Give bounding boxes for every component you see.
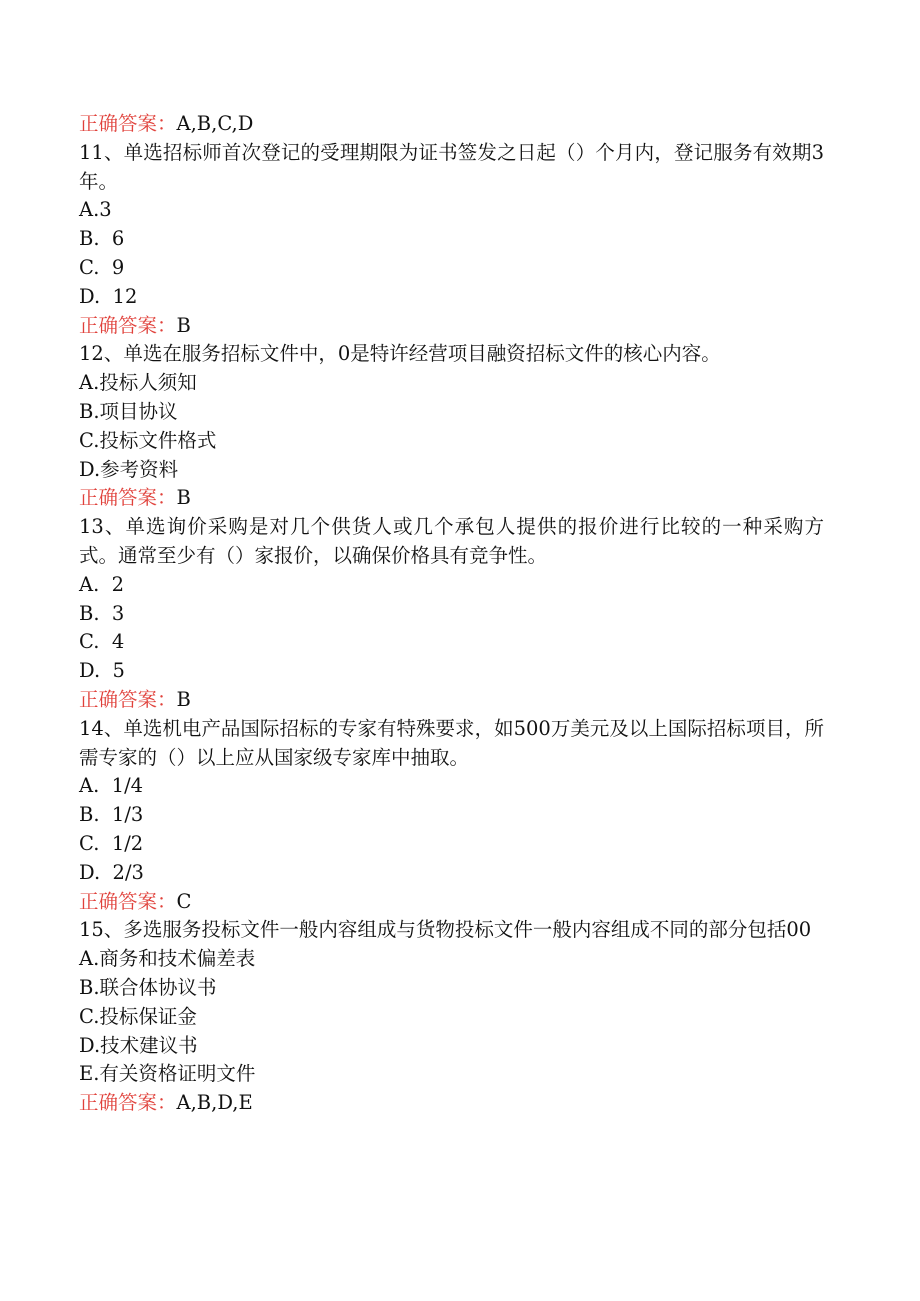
question-stem: 14、单选机电产品国际招标的专家有特殊要求，如500万美元及以上国际招标项目，所需专家的（）以上应从国家级专家库中抽取。	[79, 716, 824, 769]
answer-line	[79, 484, 824, 513]
option: B.项目协议	[79, 399, 178, 423]
answer-value: A,B,C,D	[176, 112, 254, 135]
answer-label: 正确答案：	[79, 1091, 177, 1115]
answer-label: 正确答案：	[79, 687, 177, 711]
option: D. 2/3	[79, 860, 144, 884]
question-stem: 13、单选询价采购是对几个供货人或几个承包人提供的报价进行比较的一种采购方式。通常至少有（）家报价，以确保价格具有竞争性。	[79, 515, 824, 567]
option: B. 3	[79, 601, 125, 625]
answer-label: 正确答案：	[79, 889, 177, 913]
document-page	[79, 110, 824, 1118]
option: A.商务和技术偏差表	[79, 947, 256, 971]
option: D.参考资料	[79, 457, 179, 481]
answer-line	[79, 888, 824, 917]
option: A.3	[79, 198, 112, 222]
answer-line	[79, 110, 824, 139]
option: E.有关资格证明文件	[79, 1062, 256, 1086]
answer-value: B	[176, 687, 191, 711]
option: B. 1/3	[79, 803, 144, 827]
option: A.投标人须知	[79, 371, 197, 395]
option: A. 1/4	[79, 774, 144, 798]
answer-value: B	[176, 486, 191, 510]
option: C. 4	[79, 630, 125, 654]
answer-line	[79, 1089, 824, 1118]
question-stem: 12、单选在服务招标文件中，0是特许经营项目融资招标文件的核心内容。	[79, 342, 721, 366]
question-stem: 11、单选招标师首次登记的受理期限为证书签发之日起（）个月内，登记服务有效期3年。	[79, 140, 824, 193]
answer-value: C	[176, 889, 192, 913]
question-stem: 15、多选服务投标文件一般内容组成与货物投标文件一般内容组成不同的部分包括00	[79, 918, 812, 942]
option: C. 1/2	[79, 831, 144, 855]
answer-label: 正确答案：	[79, 112, 177, 135]
option: D. 5	[79, 659, 125, 683]
answer-value: A,B,D,E	[176, 1091, 253, 1115]
option: B. 6	[79, 227, 125, 251]
answer-line	[79, 312, 824, 341]
option: C.投标文件格式	[79, 428, 217, 452]
option: B.联合体协议书	[79, 975, 217, 999]
option: D.技术建议书	[79, 1033, 198, 1057]
option: C. 9	[79, 255, 125, 279]
answer-label: 正确答案：	[79, 313, 177, 337]
answer-label: 正确答案：	[79, 486, 177, 510]
answer-value: B	[176, 313, 191, 337]
option: D. 12	[79, 284, 138, 308]
answer-line	[79, 686, 824, 715]
option: A. 2	[79, 572, 125, 596]
option: C.投标保证金	[79, 1004, 197, 1028]
